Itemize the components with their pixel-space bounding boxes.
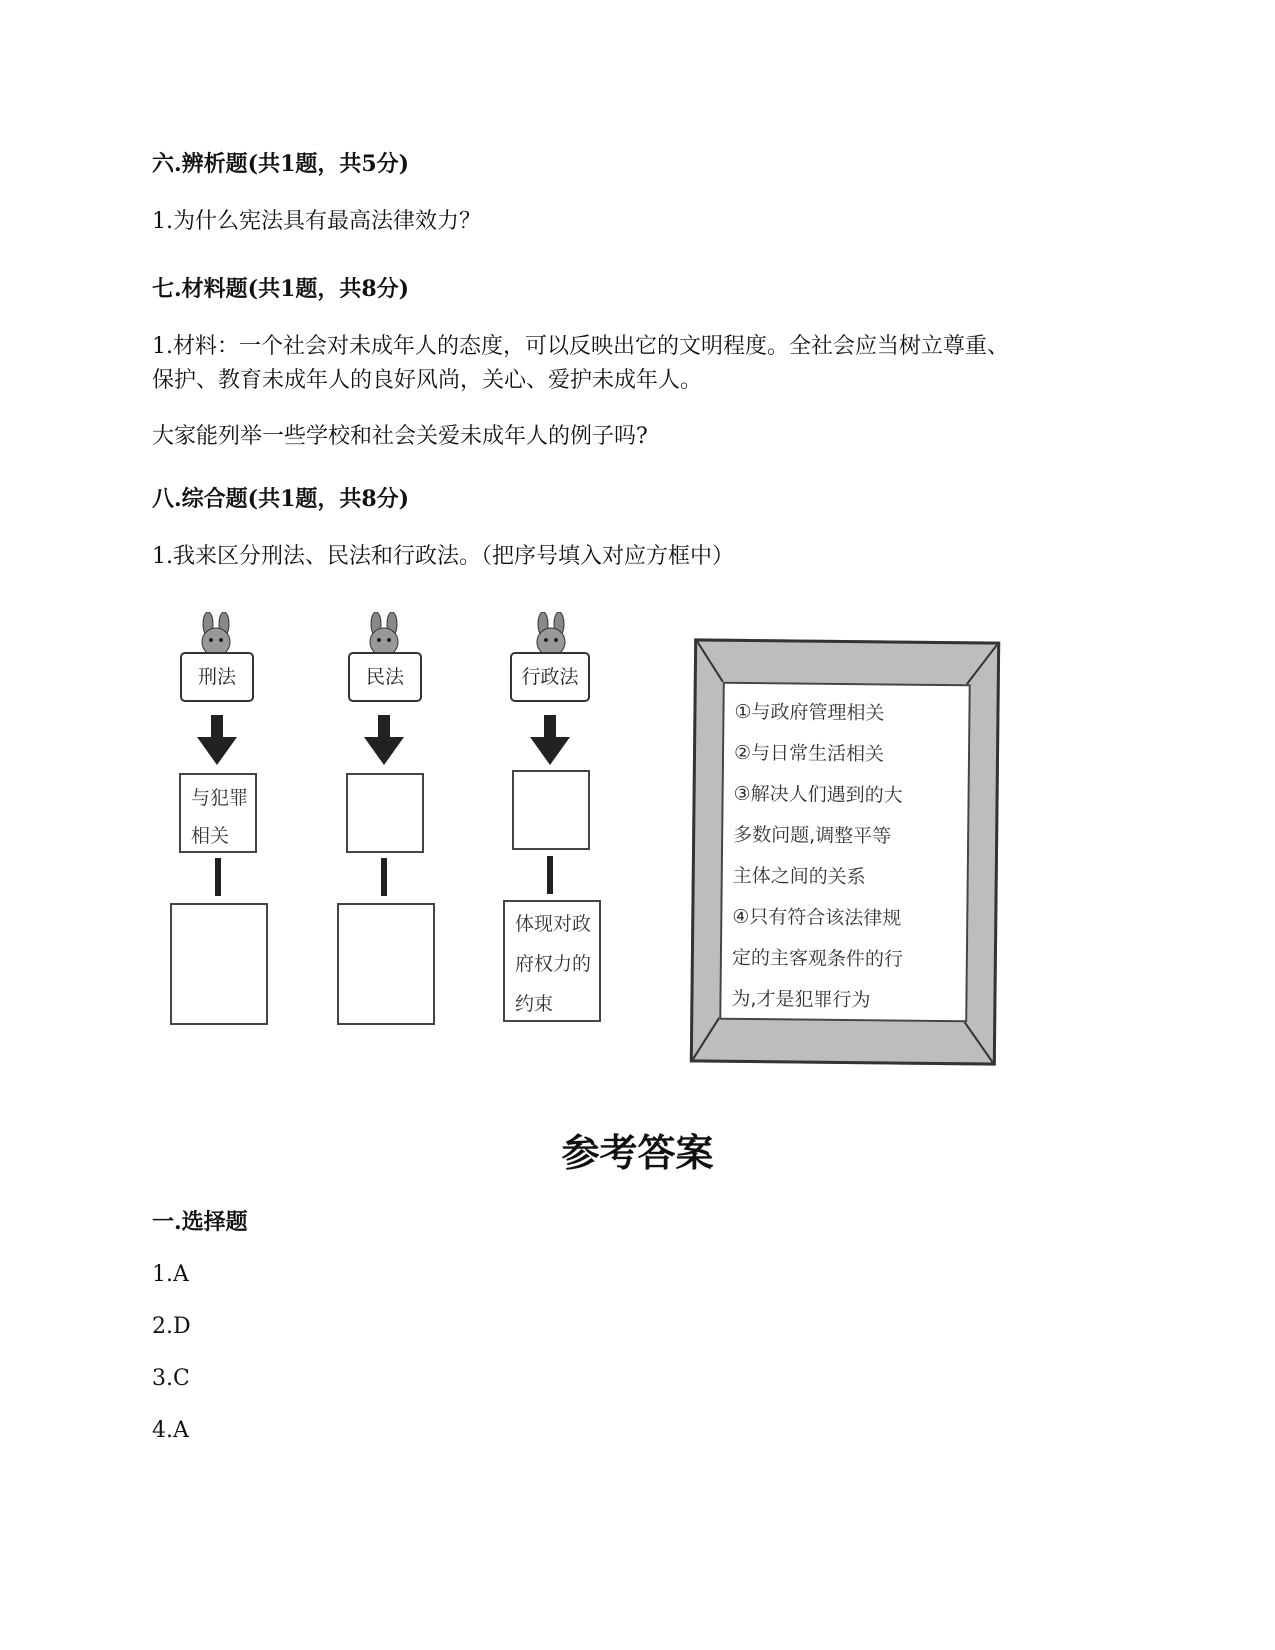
box-civil-bottom <box>337 903 435 1025</box>
answers-section1-heading: 一.选择题 <box>152 1209 248 1235</box>
answer-item: 3.C <box>152 1366 190 1391</box>
box-administrative-bottom-line2: 府权力的 <box>515 953 592 975</box>
rabbit-icon <box>360 612 408 656</box>
sign-administrative-law: 行政法 <box>510 652 590 702</box>
answers-title: 参考答案 <box>561 1130 714 1175</box>
box-administrative-bottom <box>503 900 601 1022</box>
section-six-heading: 六.辨析题(共1题，共5分) <box>152 151 410 177</box>
options-frame <box>690 638 1000 1065</box>
section-six-question: 1.为什么宪法具有最高法律效力？ <box>152 209 481 234</box>
box-administrative-top <box>512 770 590 850</box>
section-eight-question: 1.我来区分刑法、民法和行政法。（把序号填入对应方框中） <box>152 544 734 569</box>
sign-criminal-law: 刑法 <box>180 652 254 702</box>
option-4-line3: 为,才是犯罪行为 <box>731 987 871 1012</box>
option-3-line2: 多数问题,调整平等 <box>733 823 892 848</box>
box-criminal-top-line2: 相关 <box>191 825 230 847</box>
connector-administrative <box>547 856 553 894</box>
box-administrative-bottom-line1: 体现对政 <box>515 913 592 935</box>
section-seven-heading: 七.材料题(共1题，共8分) <box>152 276 410 302</box>
section-seven-question-line1: 1.材料：一个社会对未成年人的态度，可以反映出它的文明程度。全社会应当树立尊重、 <box>152 334 1009 359</box>
rabbit-icon <box>192 612 240 656</box>
answer-item: 1.A <box>152 1262 189 1287</box>
box-administrative-bottom-line3: 约束 <box>515 993 554 1015</box>
option-1: ①与政府管理相关 <box>734 700 885 725</box>
box-criminal-bottom <box>170 903 268 1025</box>
box-civil-top <box>346 773 424 853</box>
connector-criminal <box>215 858 221 896</box>
box-criminal-top <box>179 773 257 853</box>
option-2: ②与日常生活相关 <box>733 741 885 766</box>
section-seven-question-line2: 保护、教育未成年人的良好风尚，关心、爱护未成年人。 <box>152 368 703 393</box>
answer-item: 2.D <box>152 1314 191 1339</box>
arrow-down-icon <box>197 715 237 767</box>
option-4-line1: ④只有符合该法律规 <box>732 905 902 930</box>
section-eight-heading: 八.综合题(共1题，共8分) <box>152 486 410 512</box>
options-list <box>731 692 962 1022</box>
box-criminal-top-line1: 与犯罪 <box>191 787 249 809</box>
arrow-down-icon <box>530 715 570 767</box>
sign-civil-law: 民法 <box>348 652 422 702</box>
option-3-line1: ③解决人们遇到的大 <box>733 782 903 807</box>
options-frame-inner <box>719 682 971 1023</box>
law-classification-diagram <box>152 640 1022 1090</box>
connector-civil <box>381 858 387 896</box>
section-seven-prompt: 大家能列举一些学校和社会关爱未成年人的例子吗? <box>152 424 648 449</box>
arrow-down-icon <box>364 715 404 767</box>
option-3-line3: 主体之间的关系 <box>732 864 866 889</box>
answer-item: 4.A <box>152 1418 189 1443</box>
option-4-line2: 定的主客观条件的行 <box>731 946 904 971</box>
rabbit-icon <box>527 612 575 656</box>
